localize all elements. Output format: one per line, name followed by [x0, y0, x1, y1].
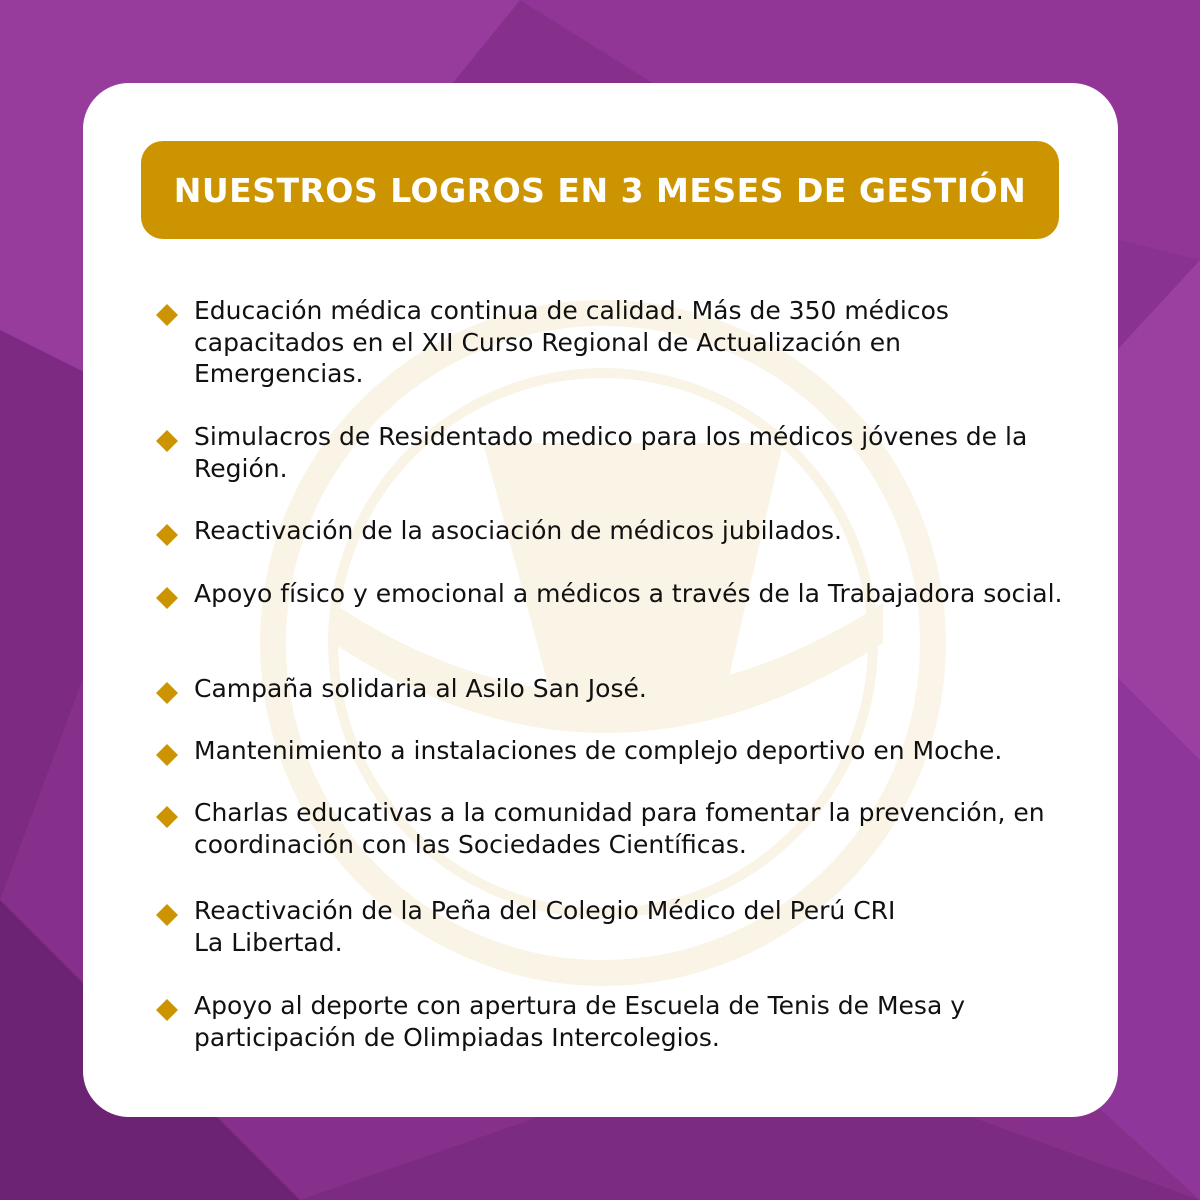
diamond-icon — [155, 429, 179, 453]
diamond-icon — [155, 523, 179, 547]
diamond-icon — [155, 681, 179, 705]
list-item-text: Educación médica continua de calidad. Más de 350 médicos capacitados en el XII Curso Regional de Actualización en Emergencias. — [194, 296, 949, 388]
content-card — [83, 83, 1118, 1117]
list-item-text: Apoyo al deporte con apertura de Escuela de Tenis de Mesa y participación de Olimpiadas Intercolegios. — [194, 991, 966, 1052]
list-item-text: Apoyo físico y emocional a médicos a través de la Trabajadora social. — [194, 579, 1063, 608]
list-item-text: Simulacros de Residentado medico para los médicos jóvenes de la Región. — [194, 422, 1028, 483]
list-item-text: Reactivación de la Peña del Colegio Médico del Perú CRI La Libertad. — [194, 896, 896, 957]
diamond-icon — [155, 805, 179, 829]
list-item-text: Campaña solidaria al Asilo San José. — [194, 674, 647, 703]
list-item-text: Mantenimiento a instalaciones de complejo deportivo en Moche. — [194, 736, 1003, 765]
title-banner — [141, 141, 1059, 239]
diamond-icon — [155, 998, 179, 1022]
diamond-icon — [155, 303, 179, 327]
list-item-text: Reactivación de la asociación de médicos jubilados. — [194, 516, 842, 545]
diamond-icon — [155, 586, 179, 610]
list-item-text: Charlas educativas a la comunidad para fomentar la prevención, en coordinación con las Sociedades Científicas. — [194, 798, 1045, 859]
page-title: NUESTROS LOGROS EN 3 MESES DE GESTIÓN — [173, 170, 1027, 210]
diamond-icon — [155, 743, 179, 767]
diamond-icon — [155, 903, 179, 927]
